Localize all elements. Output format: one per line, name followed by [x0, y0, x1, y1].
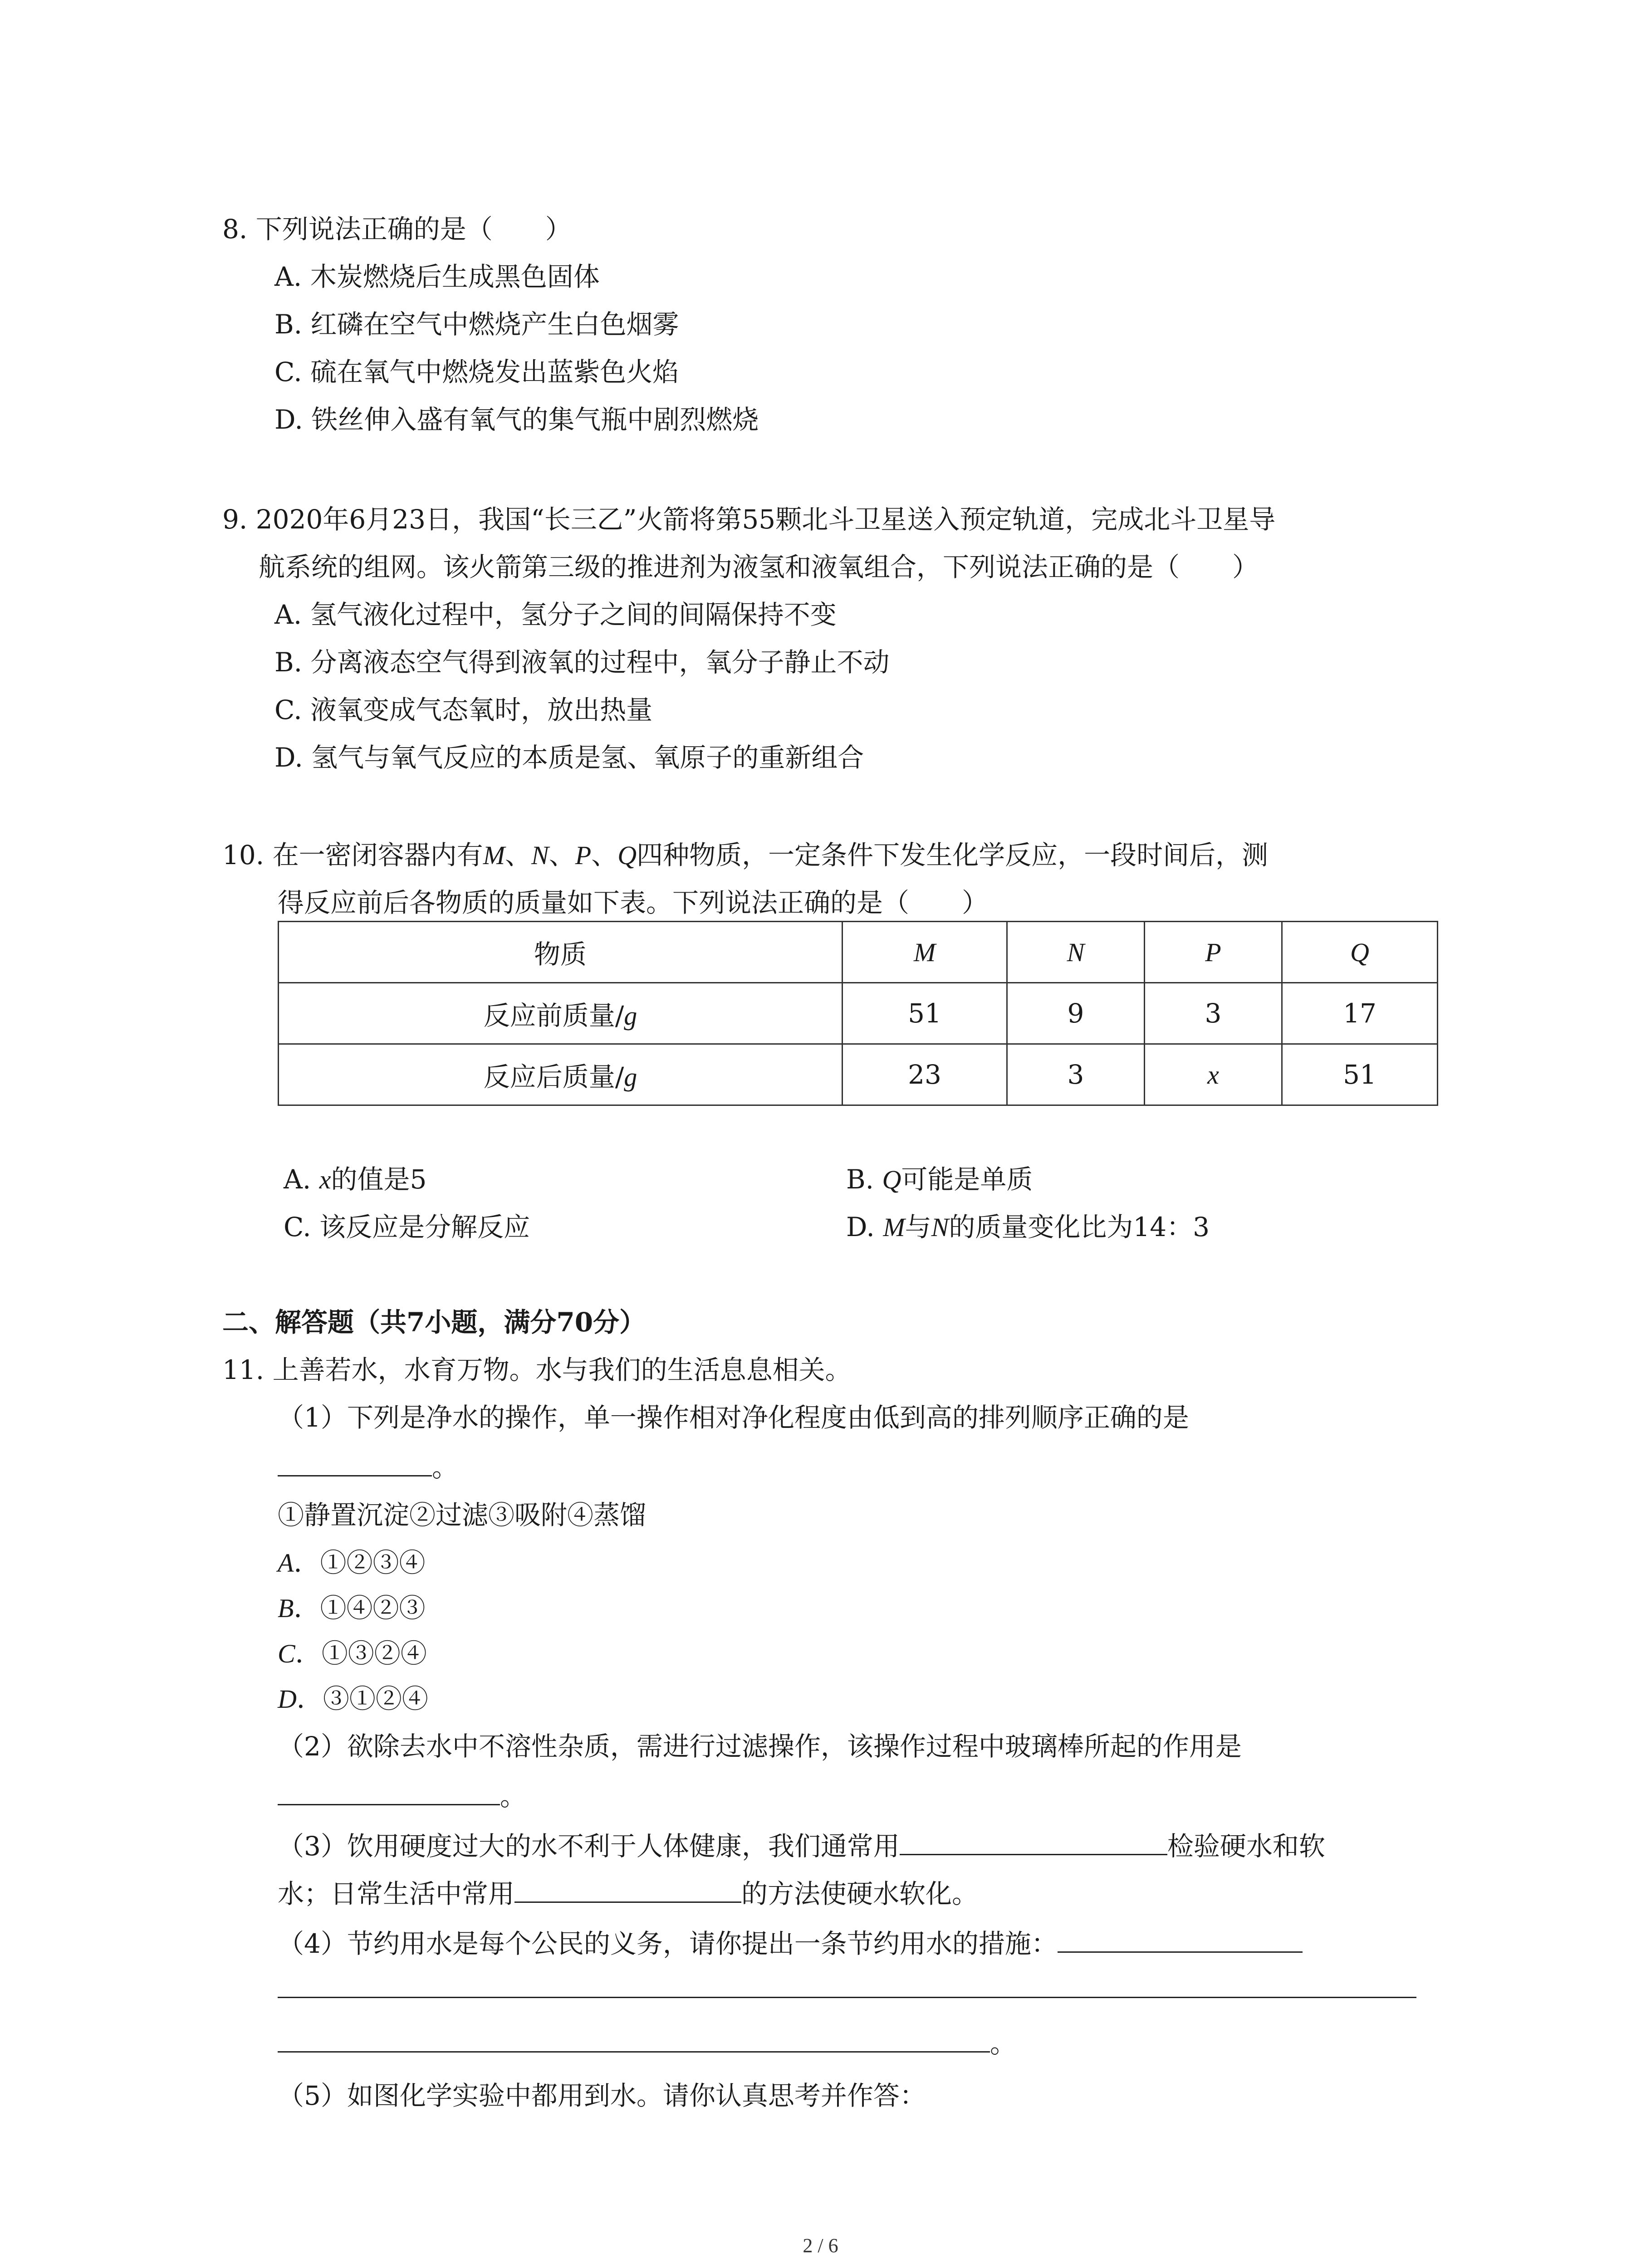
table-cell: 17 [1282, 983, 1438, 1044]
q9-stem-line2: 航系统的组网。该火箭第三级的推进剂为液氢和液氧组合，下列说法正确的是（ ） [259, 552, 1259, 582]
q11-part1: （1）下列是净水的操作，单一操作相对净化程度由低到高的排列顺序正确的是 [278, 1402, 1189, 1433]
q11-choice-a: A．①②③④ [278, 1547, 426, 1578]
table-cell: 23 [843, 1044, 1007, 1105]
q10-stem-line2: 得反应前后各物质的质量如下表。下列说法正确的是（ ） [278, 887, 989, 918]
q8-option-c: C. 硫在氧气中燃烧发出蓝紫色火焰 [274, 357, 679, 387]
q10-option-c: C. 该反应是分解反应 [284, 1212, 530, 1242]
table-cell: Q [1282, 922, 1438, 983]
page-number: 2 / 6 [803, 2234, 838, 2257]
q8-option-d: D. 铁丝伸入盛有氧气的集气瓶中剧烈燃烧 [274, 404, 759, 435]
table-cell: 3 [1007, 1044, 1145, 1105]
answer-blank[interactable] [278, 2028, 990, 2053]
answer-blank[interactable] [514, 1878, 741, 1903]
answer-blank[interactable] [1058, 1928, 1303, 1953]
q11-choice-c: C．①③②④ [278, 1638, 427, 1669]
table-cell: x [1145, 1044, 1282, 1105]
table-row [279, 983, 1438, 1044]
answer-blank[interactable] [278, 1997, 1416, 1998]
table-cell: 反应前质量/g [279, 983, 843, 1044]
answer-blank[interactable] [278, 1452, 432, 1476]
table-cell: P [1145, 922, 1282, 983]
q8-option-a: A. 木炭燃烧后生成黑色固体 [274, 261, 600, 292]
table-cell: 物质 [279, 922, 843, 983]
q9-stem-line1: 9. 2020年6月23日，我国“长三乙”火箭将第55颗北斗卫星送入预定轨道，完成北斗卫星导 [222, 504, 1276, 535]
q11-part1-items: ①静置沉淀②过滤③吸附④蒸馏 [278, 1500, 647, 1530]
q9-option-d: D. 氢气与氧气反应的本质是氢、氧原子的重新组合 [274, 742, 864, 773]
section-heading: 二、解答题（共7小题，满分70分） [222, 1307, 646, 1338]
q11-choice-d: D．③①②④ [278, 1683, 428, 1714]
table-cell: 51 [843, 983, 1007, 1044]
q11-part3-line2: 水；日常生活中常用 的方法使硬水软化。 [278, 1878, 979, 1909]
q11-part2: （2）欲除去水中不溶性杂质，需进行过滤操作，该操作过程中玻璃棒所起的作用是 [278, 1731, 1242, 1762]
table-cell: 反应后质量/g [279, 1044, 843, 1105]
q11-part1-answer-line: 。 [278, 1452, 458, 1483]
q9-option-a: A. 氢气液化过程中，氢分子之间的间隔保持不变 [274, 599, 837, 630]
answer-blank[interactable] [900, 1830, 1167, 1855]
table-cell: 51 [1282, 1044, 1438, 1105]
q11-part4: （4）节约用水是每个公民的义务，请你提出一条节约用水的措施： [278, 1928, 1303, 1960]
table-header-row [279, 922, 1438, 983]
table-cell: 3 [1145, 983, 1282, 1044]
q11-part4-answer-end: 。 [278, 2028, 1016, 2059]
q9-option-b: B. 分离液态空气得到液氧的过程中，氧分子静止不动 [274, 647, 890, 678]
q8-option-b: B. 红磷在空气中燃烧产生白色烟雾 [274, 309, 679, 340]
table-cell: 9 [1007, 983, 1145, 1044]
q11-choice-b: B．①④②③ [278, 1593, 426, 1623]
q11-part3-line1: （3）饮用硬度过大的水不利于人体健康，我们通常用 检验硬水和软 [278, 1831, 1325, 1862]
q9-option-c: C. 液氧变成气态氧时，放出热量 [274, 694, 653, 725]
q10-stem-line1: 10. 在一密闭容器内有M、N、P、Q四种物质，一定条件下发生化学反应，一段时间后，测 [222, 840, 1269, 870]
q11-stem: 11. 上善若水，水育万物。水与我们的生活息息相关。 [222, 1354, 852, 1385]
q11-part5: （5）如图化学实验中都用到水。请你认真思考并作答： [278, 2080, 926, 2111]
table-cell: N [1007, 922, 1145, 983]
q8-stem: 8. 下列说法正确的是（ ） [222, 214, 572, 244]
q10-option-b: B. Q可能是单质 [846, 1164, 1033, 1195]
table-row [279, 1044, 1438, 1105]
mass-table [278, 921, 1438, 1106]
q10-option-a: A. x的值是5 [284, 1164, 427, 1195]
table-cell: M [843, 922, 1007, 983]
q11-part2-answer-line: 。 [278, 1780, 526, 1812]
q10-option-d: D. M与N的质量变化比为14：3 [846, 1212, 1210, 1242]
answer-blank[interactable] [278, 1780, 500, 1805]
